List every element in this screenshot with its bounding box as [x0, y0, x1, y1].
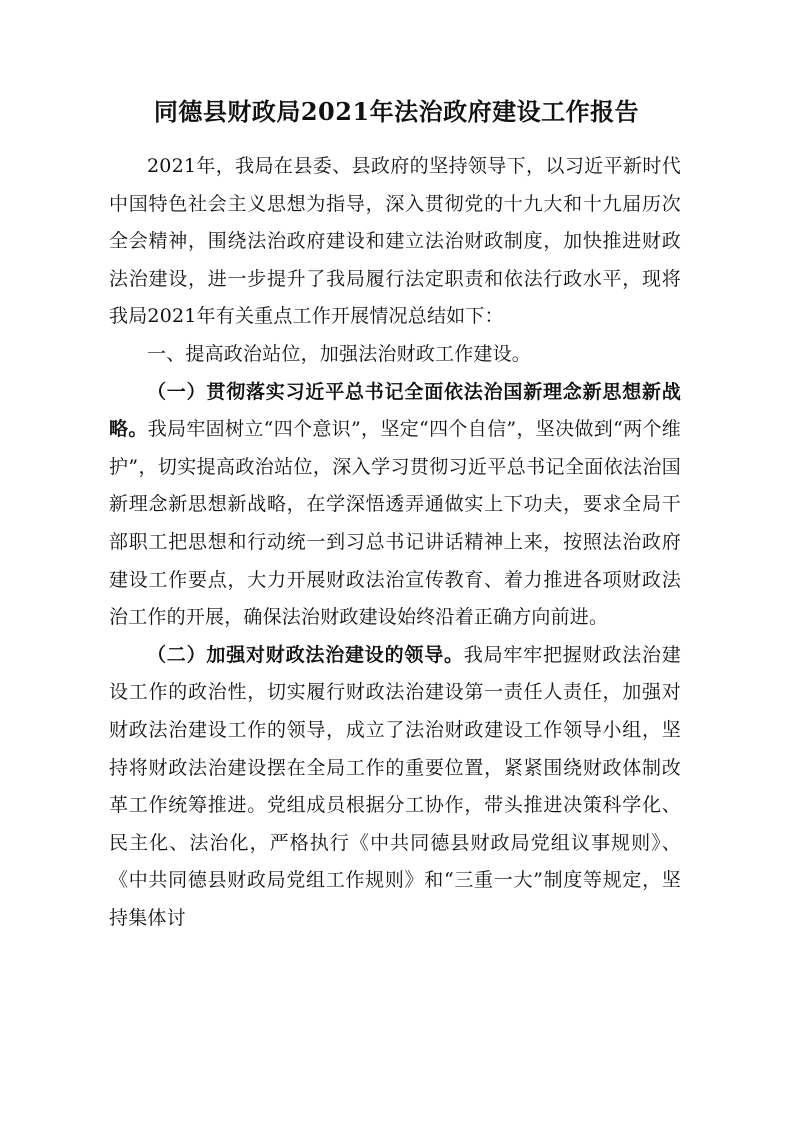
item-lead-2: （二）加强对财政法治建设的领导。	[147, 643, 464, 666]
item-lead-1: （一）贯彻落实习近平总书记全面依法治国新理念新思想新战略。	[109, 380, 681, 441]
item-text-2: 我局牢牢把握财政法治建设工作的政治性，切实履行财政法治建设第一责任人责任，加强对财政法治建设工作的领导，成立了法治财政建设工作领导小组，坚持将财政法治建设摆在全局工作的重要位置，紧紧围绕财政体制改革工作统筹推进。党组成员根据分工协作，带头推进决策科学化、民主化、法治化，严格执行《中共同德县财政局党组议事规则》、《中共同德县财政局党组工作规则》和“三重一大”制度等规定，坚持集体讨	[109, 643, 681, 929]
intro-paragraph: 2021年，我局在县委、县政府的坚持领导下，以习近平新时代中国特色社会主义思想为指导，深入贯彻党的十九大和十九届历次全会精神，围绕法治政府建设和建立法治财政制度，加快推进财政法治建设，进一步提升了我局履行法定职责和依法行政水平，现将我局2021年有关重点工作开展情况总结如下：	[109, 155, 681, 328]
item-paragraph-2	[109, 637, 681, 938]
document-title: 同德县财政局2021年法治政府建设工作报告	[153, 97, 640, 126]
item-text-1: 我局牢固树立“四个意识”，坚定“四个自信”，坚决做到“两个维护”，切实提高政治站位，深入学习贯彻习近平总书记全面依法治国新理念新思想新战略，在学深悟透弄通做实上下功夫，要求全局干部职工把思想和行动统一到习总书记讲话精神上来，按照法治政府建设工作要点，大力开展财政法治宣传教育、着力推进各项财政法治工作的开展，确保法治财政建设始终沿着正确方向前进。	[109, 418, 681, 629]
item-paragraph-1	[109, 374, 681, 637]
section-heading-1: 一、提高政治站位，加强法治财政工作建设。	[147, 342, 532, 365]
document-body	[109, 148, 681, 937]
